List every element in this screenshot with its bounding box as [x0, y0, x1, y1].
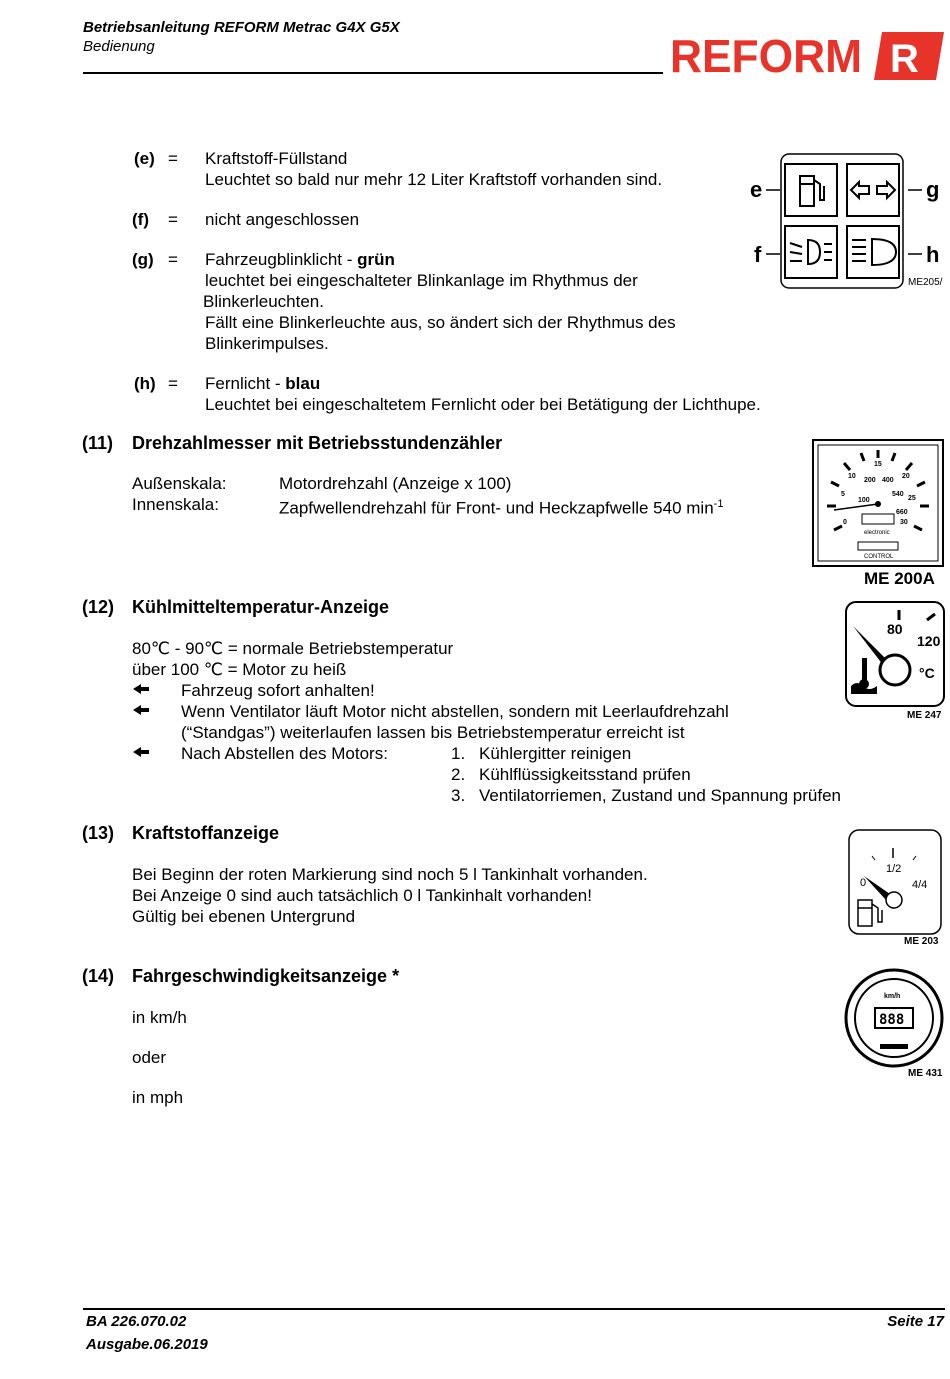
item-f-key: (f) — [132, 210, 149, 229]
sec12-line1: 80℃ - 90℃ = normale Betriebstemperatur — [132, 639, 454, 658]
svg-text:electronic: electronic — [864, 530, 890, 536]
item-g-line3: Blinkerleuchten. — [203, 292, 324, 311]
sec13-title: Kraftstoffanzeige — [132, 823, 280, 843]
low-beam-lamp-icon — [790, 240, 832, 264]
fuel-lamp-icon — [800, 176, 824, 206]
item-g-line4: Fällt eine Blinkerleuchte aus, so ändert sich der Rhythmus des — [205, 313, 676, 332]
item-f-line1: nicht angeschlossen — [205, 210, 360, 229]
item-e-line2: Leuchtet so bald nur mehr 12 Liter Kraftstoff vorhanden sind. — [205, 170, 663, 189]
lamp-label-f: f — [754, 242, 762, 267]
reform-logo — [668, 30, 946, 82]
sec13-line3: Gültig bei ebenen Untergrund — [132, 907, 356, 926]
svg-text:0: 0 — [843, 519, 847, 526]
svg-text:5: 5 — [841, 491, 845, 498]
sec14-line1: in km/h — [132, 1008, 187, 1027]
sec12-line2: über 100 ℃ = Motor zu heiß — [132, 660, 347, 679]
high-beam-lamp-icon — [852, 239, 896, 265]
sec12-step1-number: 1. — [451, 744, 466, 763]
item-h-key: (h) — [134, 374, 156, 393]
sec11-row1-label: Außenskala: — [132, 474, 227, 493]
svg-text:15: 15 — [874, 461, 882, 468]
coolant-gauge-120: 120 — [917, 633, 941, 649]
warning-lamp-panel-figure — [748, 150, 950, 292]
footer-edition: Ausgabe.06.2019 — [86, 1336, 208, 1353]
fuel-gauge-half: 1/2 — [886, 863, 902, 875]
fuel-gauge-zero: 0 — [860, 877, 867, 889]
svg-text:200: 200 — [864, 477, 876, 484]
item-g-line1: Fahrzeugblinklicht - grün — [205, 250, 395, 269]
pointing-hand-icon — [132, 683, 150, 695]
sec12-step3-number: 3. — [451, 786, 466, 805]
item-e-line1: Kraftstoff-Füllstand — [205, 149, 348, 168]
coolant-gauge-unit: °C — [919, 665, 935, 681]
item-e-eq: = — [168, 149, 178, 168]
sec11-title: Drehzahlmesser mit Betriebsstundenzähler — [132, 433, 503, 453]
item-g-line2: leuchtet bei eingeschalteter Blinkanlage im Rhythmus der — [205, 271, 638, 290]
lamp-figure-code: ME205/ — [908, 277, 943, 288]
pointing-hand-icon — [132, 704, 150, 716]
sec12-step2-text: Kühlflüssigkeitsstand prüfen — [479, 765, 691, 784]
speedometer-figure-code: ME 431 — [908, 1068, 943, 1079]
sec12-bullet1: Fahrzeug sofort anhalten! — [181, 681, 375, 700]
item-h-line1: Fernlicht - blau — [205, 374, 321, 393]
sec14-number: (14) — [82, 966, 115, 986]
footer-page-number: Seite 17 — [887, 1313, 944, 1330]
sec12-bullet2a: Wenn Ventilator läuft Motor nicht abstellen, sondern mit Leerlaufdrehzahl — [181, 702, 729, 721]
lamp-label-h: h — [926, 242, 940, 267]
sec12-step2-number: 2. — [451, 765, 466, 784]
speedometer-unit: km/h — [884, 993, 901, 1000]
svg-text:CONTROL: CONTROL — [864, 554, 894, 560]
coolant-temperature-gauge-figure — [843, 600, 947, 722]
fuel-gauge-figure — [846, 828, 944, 950]
lamp-label-g: g — [926, 177, 940, 202]
coolant-gauge-80: 80 — [887, 621, 903, 637]
header-rule — [83, 72, 663, 74]
item-g-key: (g) — [132, 250, 154, 269]
sec11-row1-value: Motordrehzahl (Anzeige x 100) — [279, 474, 512, 493]
item-e-key: (e) — [134, 149, 155, 168]
logo-text: REFORM — [670, 30, 862, 82]
item-g-eq: = — [168, 250, 178, 269]
tachometer-figure-code: ME 200A — [864, 569, 935, 588]
speedometer-figure — [842, 968, 946, 1080]
svg-text:10: 10 — [848, 473, 856, 480]
sec12-step1-text: Kühlergitter reinigen — [479, 744, 632, 763]
item-h-line2: Leuchtet bei eingeschaltetem Fernlicht oder bei Betätigung der Lichthupe. — [205, 395, 761, 414]
speedometer-display: 888 — [879, 1012, 905, 1028]
sec13-line1: Bei Beginn der roten Markierung sind noch 5 l Tankinhalt vorhanden. — [132, 865, 648, 884]
svg-text:400: 400 — [882, 477, 894, 484]
thermometer-icon — [851, 658, 877, 694]
coolant-figure-code: ME 247 — [907, 710, 942, 721]
sec12-step3-text: Ventilatorriemen, Zustand und Spannung prüfen — [479, 786, 841, 805]
sec12-number: (12) — [82, 597, 115, 617]
logo-letter: R — [890, 37, 919, 81]
svg-text:20: 20 — [902, 473, 910, 480]
tachometer-figure — [812, 438, 948, 590]
svg-text:660: 660 — [896, 509, 908, 516]
fuel-figure-code: ME 203 — [904, 936, 939, 947]
document-title: Betriebsanleitung REFORM Metrac G4X G5X — [83, 19, 400, 36]
lamp-label-e: e — [750, 177, 763, 202]
fuel-pump-icon — [858, 900, 882, 926]
item-f-eq: = — [168, 210, 178, 229]
svg-text:100: 100 — [858, 497, 870, 504]
document-subtitle: Bedienung — [83, 38, 155, 55]
sec14-line2: oder — [132, 1048, 167, 1067]
sec14-title: Fahrgeschwindigkeitsanzeige * — [132, 966, 400, 986]
fuel-gauge-full: 4/4 — [912, 879, 928, 891]
sec11-row2-label: Innenskala: — [132, 495, 219, 514]
item-g-line5: Blinkerimpulses. — [205, 334, 329, 353]
sec11-row2-value: Zapfwellendrehzahl für Front- und Heckzapfwelle 540 $\min^{-1}$ — [279, 498, 724, 518]
sec12-bullet2b: (“Standgas”) weiterlaufen lassen bis Betriebstemperatur erreicht ist — [181, 723, 685, 742]
svg-text:540: 540 — [892, 491, 904, 498]
item-h-eq: = — [168, 374, 178, 393]
sec11-number: (11) — [82, 433, 114, 453]
footer-rule — [83, 1308, 945, 1310]
pointing-hand-icon — [132, 746, 150, 758]
sec12-title: Kühlmitteltemperatur-Anzeige — [132, 597, 390, 617]
sec12-bullet3: Nach Abstellen des Motors: — [181, 744, 388, 763]
sec14-line3: in mph — [132, 1088, 184, 1107]
turn-signal-lamp-icon — [851, 182, 895, 198]
svg-text:30: 30 — [900, 519, 908, 526]
sec13-line2: Bei Anzeige 0 sind auch tatsächlich 0 l Tankinhalt vorhanden! — [132, 886, 592, 905]
footer-doc-number: BA 226.070.02 — [86, 1313, 187, 1330]
sec13-number: (13) — [82, 823, 115, 843]
svg-text:25: 25 — [908, 495, 916, 502]
